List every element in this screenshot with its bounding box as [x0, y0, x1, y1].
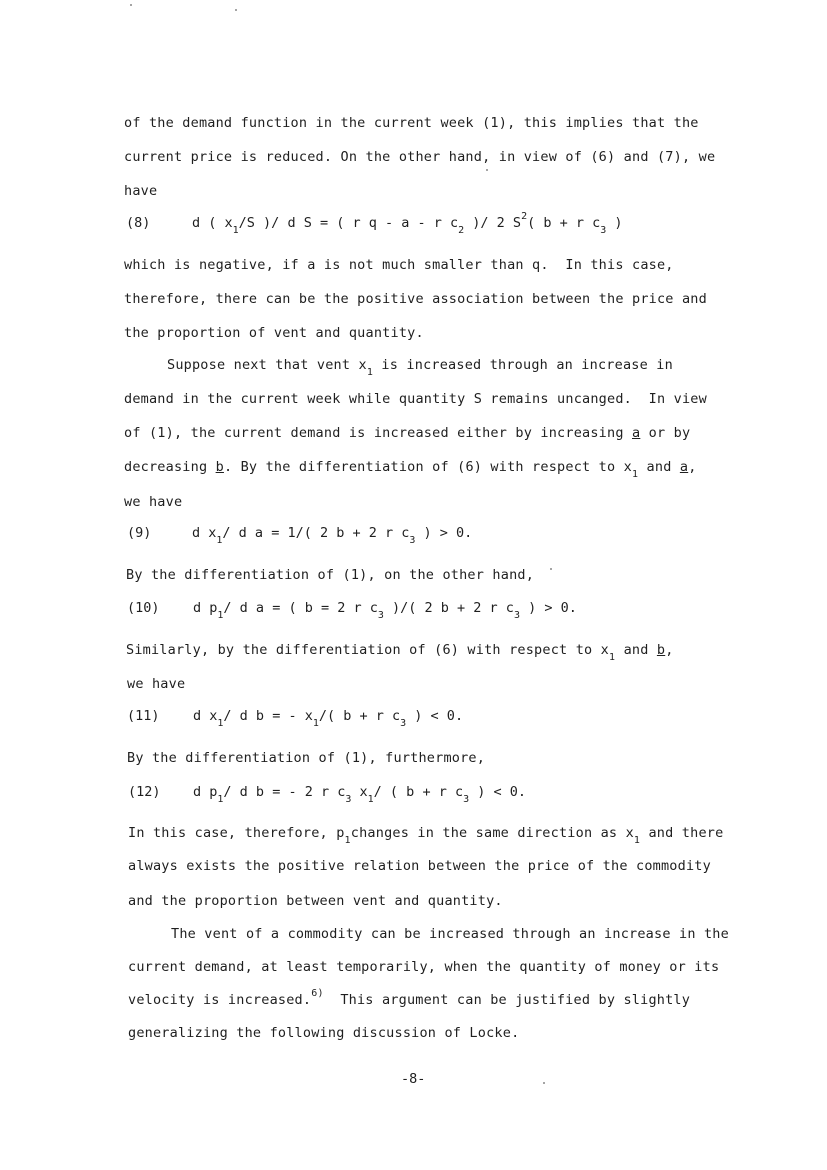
equation-12: d $p_1/$ d b = - 2 r $c_3$ $x_1/$ ( b + r $c_3$ ) < 0. — [193, 784, 527, 805]
text-line: By the differentiation of (1), furthermore, — [127, 750, 486, 766]
text-line: the proportion of vent and quantity. — [124, 325, 424, 341]
equation-10: d $p_1/$ d a = ( b = 2 r $c_3$ )/( 2 b + 2 r $c_3$ ) > 0. — [193, 600, 577, 621]
text-line: and the proportion between vent and quantity. — [128, 893, 503, 909]
text-line: In this case, therefore, $p_1changes$ in the same direction as $x_1$ and there — [128, 825, 724, 846]
text-line: therefore, there can be the positive association between the price and — [124, 291, 707, 307]
page-number: -8- — [401, 1071, 426, 1087]
equation-8: d ( $x_1/S$ )/ d S = ( r q - a - r $c_2$ )/ 2 $S^2$( b + r $c_3$ ) — [192, 211, 623, 236]
equation-number: (8) — [126, 215, 151, 231]
text-line: velocity is increased.$^{6)}$ This argument can be justified by slightly — [128, 988, 691, 1008]
text-line: The vent of a commodity can be increased through an increase in the — [171, 926, 729, 942]
scan-speck — [486, 169, 488, 171]
text-line: we have — [124, 494, 183, 510]
text-line: By the differentiation of (1), on the other hand, — [126, 567, 535, 583]
scan-speck — [543, 1082, 545, 1084]
text-line: of the demand function in the current week (1), this implies that the — [124, 115, 699, 131]
equation-number: (10) — [127, 600, 160, 616]
scan-speck — [235, 9, 237, 11]
equation-number: (9) — [127, 525, 152, 541]
scan-speck — [130, 4, 132, 6]
text-line: always exists the positive relation between the price of the commodity — [128, 858, 711, 874]
equation-number: (12) — [128, 784, 161, 800]
scan-speck — [550, 568, 552, 570]
text-line: Suppose next that vent $x_1$ is increased through an increase in — [167, 357, 673, 378]
equation-number: (11) — [127, 708, 160, 724]
text-line: demand in the current week while quantity S remains uncanged. In view — [124, 391, 707, 407]
text-line: of (1), the current demand is increased either by increasing a or by — [124, 425, 691, 441]
equation-11: d $x_1/$ d b = - $x_1/$( b + r $c_3$ ) < 0. — [193, 708, 464, 729]
equation-9: d $x_1/$ d a = 1/( 2 b + 2 r $c_3$ ) > 0. — [192, 525, 473, 546]
text-line: have — [124, 183, 158, 199]
text-line: current price is reduced. On the other hand, in view of (6) and (7), we — [124, 149, 716, 165]
text-line: current demand, at least temporarily, when the quantity of money or its — [128, 959, 720, 975]
text-line: decreasing b. By the differentiation of (6) with respect to $x_1$ and a, — [124, 459, 697, 480]
text-line: Similarly, by the differentiation of (6) with respect to $x_1$ and b, — [126, 642, 674, 663]
text-line: which is negative, if a is not much smaller than q. In this case, — [124, 257, 674, 273]
text-line: generalizing the following discussion of Locke. — [128, 1025, 520, 1041]
text-line: we have — [127, 676, 186, 692]
